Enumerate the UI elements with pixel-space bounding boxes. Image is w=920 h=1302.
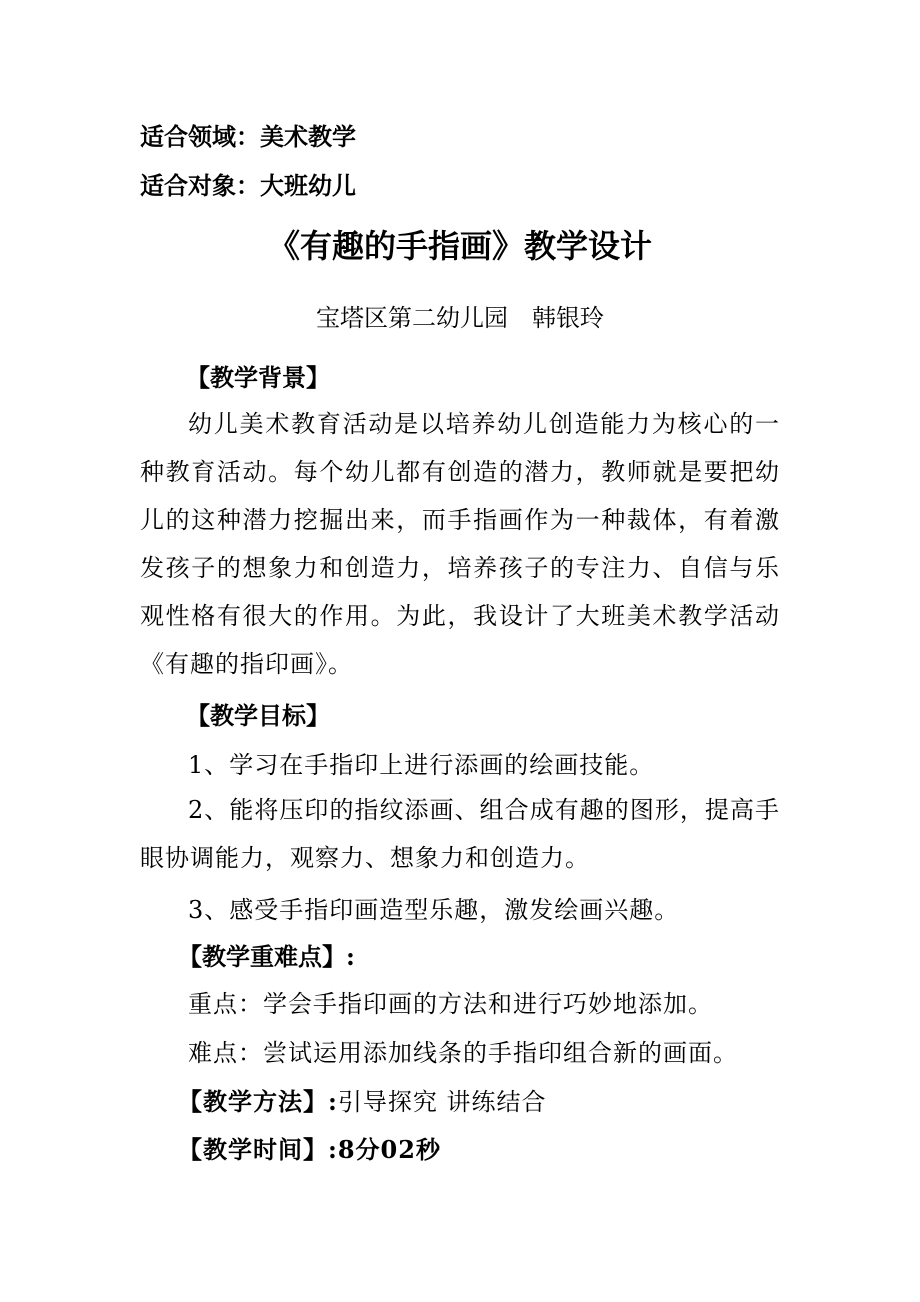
background-heading: 【教学背景】 xyxy=(186,363,330,392)
audience-line xyxy=(140,171,356,201)
domain-line xyxy=(140,122,356,152)
method-line xyxy=(178,1087,547,1117)
time-label: 【教学时间】: xyxy=(178,1135,338,1164)
key-points-heading: 【教学重难点】: xyxy=(178,942,355,971)
method-label: 【教学方法】: xyxy=(178,1087,338,1116)
focus-line: 重点：学会手指印画的方法和进行巧妙地添加。 xyxy=(188,990,713,1018)
method-value: 引导探究 讲练结合 xyxy=(337,1088,547,1116)
document-title: 《有趣的手指画》教学设计 xyxy=(267,227,652,265)
time-line xyxy=(178,1135,441,1165)
goals-heading: 【教学目标】 xyxy=(186,701,330,730)
difficulty-line: 难点：尝试运用添加线条的手指印组合新的画面。 xyxy=(188,1039,738,1067)
audience-value: 大班幼儿 xyxy=(260,171,356,200)
background-paragraph: 幼儿美术教育活动是以培养幼儿创造能力为核心的一种教育活动。每个幼儿都有创造的潜力，教师就是要把幼儿的这种潜力挖掘出来，而手指画作为一种裁体，有着激发孩子的想象力和创造力，培养孩子的专注力、自信与乐观性格有很大的作用。为此，我设计了大班美术教学活动《有趣的指印画》。 xyxy=(140,410,780,678)
time-value: 8分02秒 xyxy=(337,1135,441,1164)
goal-item-1: 1、学习在手指印上进行添画的绘画技能。 xyxy=(188,751,655,779)
audience-label: 适合对象： xyxy=(140,171,260,200)
author-line: 宝塔区第二幼儿园 韩银玲 xyxy=(316,304,604,332)
domain-label: 适合领域： xyxy=(140,122,260,151)
goal-item-3: 3、感受手指印画造型乐趣，激发绘画兴趣。 xyxy=(188,896,680,924)
goal-item-2: 2、能将压印的指纹添画、组合成有趣的图形，提高手眼协调能力，观察力、想象力和创造力。 xyxy=(140,796,780,872)
domain-value: 美术教学 xyxy=(260,122,356,151)
